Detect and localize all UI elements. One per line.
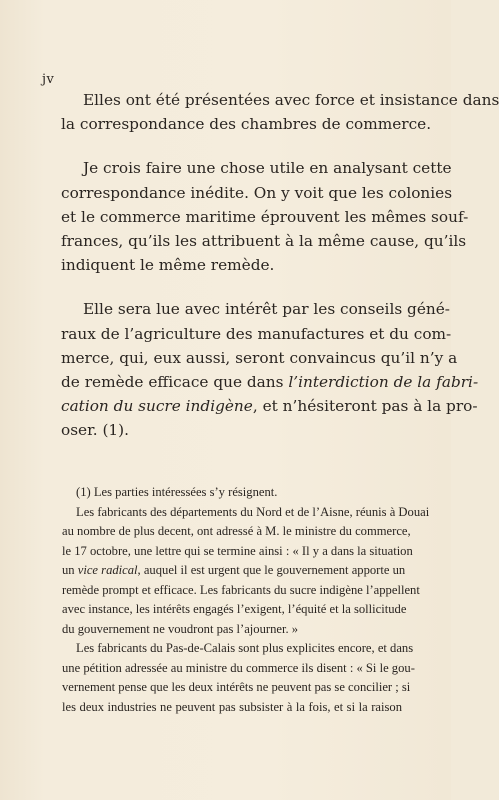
text-line: cation du sucre indigène, et n’hésiteront pas à la pro-: [61, 397, 478, 416]
text-line: Elles ont été présentées avec force et insistance dans: [83, 91, 499, 109]
italic-phrase: l’interdiction de la fabri-: [288, 373, 479, 392]
footnote-line: au nombre de plus decent, ont adressé à M. le ministre du commerce,: [62, 524, 411, 538]
text-line: raux de l’agriculture des manufactures et du com-: [61, 324, 452, 343]
text-line: Je crois faire une chose utile en analysant cette: [83, 159, 452, 178]
text-line: merce, qui, eux aussi, seront convaincus qu’il n’y a: [61, 348, 458, 367]
paragraph-3: [61, 297, 479, 442]
footnote-line: Les fabricants des départements du Nord et de l’Aisne, réunis à Douai: [76, 504, 430, 519]
text-line: oser. (1).: [61, 421, 129, 440]
footnote-line: Les fabricants du Pas-de-Calais sont plus explicites encore, et dans: [76, 641, 414, 655]
italic-phrase: cation du sucre indigène: [61, 397, 253, 416]
footnote-line: le 17 octobre, une lettre qui se termine ainsi : « Il y a dans la situation: [62, 543, 413, 558]
footnote-line: remède prompt et efficace. Les fabricants du sucre indigène l’appellent: [62, 582, 420, 597]
footnote-line: les deux industries ne peuvent pas subsister à la fois, et si la raison: [62, 699, 402, 714]
footnote-line: du gouvernement ne voudront pas l’ajourner. »: [62, 621, 299, 636]
paragraph-2: [61, 156, 469, 277]
italic-phrase: vice radical: [77, 563, 138, 577]
footnote: [62, 483, 430, 717]
text-line: de remède efficace que dans l’interdiction de la fabri-: [61, 373, 479, 392]
text-line: frances, qu’ils les attribuent à la même cause, qu’ils: [61, 232, 467, 251]
footnote-line: un vice radical, auquel il est urgent que le gouvernement apporte un: [62, 563, 406, 577]
footnote-line: avec instance, les intérêts engagés l’exigent, l’équité et la sollicitude: [62, 602, 407, 616]
text-line: indiquent le même remède.: [61, 256, 275, 275]
main-text: [61, 88, 499, 443]
text-line: correspondance inédite. On y voit que les colonies: [61, 183, 453, 202]
text-line: la correspondance des chambres de commerce.: [61, 115, 432, 134]
page-number: jv: [42, 72, 55, 87]
footnote-line: une pétition adressée au ministre du commerce ils disent : « Si le gou-: [62, 660, 415, 675]
text-line: Elle sera lue avec intérêt par les conseils géné-: [83, 300, 450, 319]
paragraph-1: [61, 88, 499, 136]
footnote-line: vernement pense que les deux intérêts ne peuvent pas se concilier ; si: [62, 680, 411, 694]
text-line: et le commerce maritime éprouvent les mêmes souf-: [61, 207, 469, 226]
footnote-line: (1) Les parties intéressées s’y résignent.: [76, 485, 278, 499]
